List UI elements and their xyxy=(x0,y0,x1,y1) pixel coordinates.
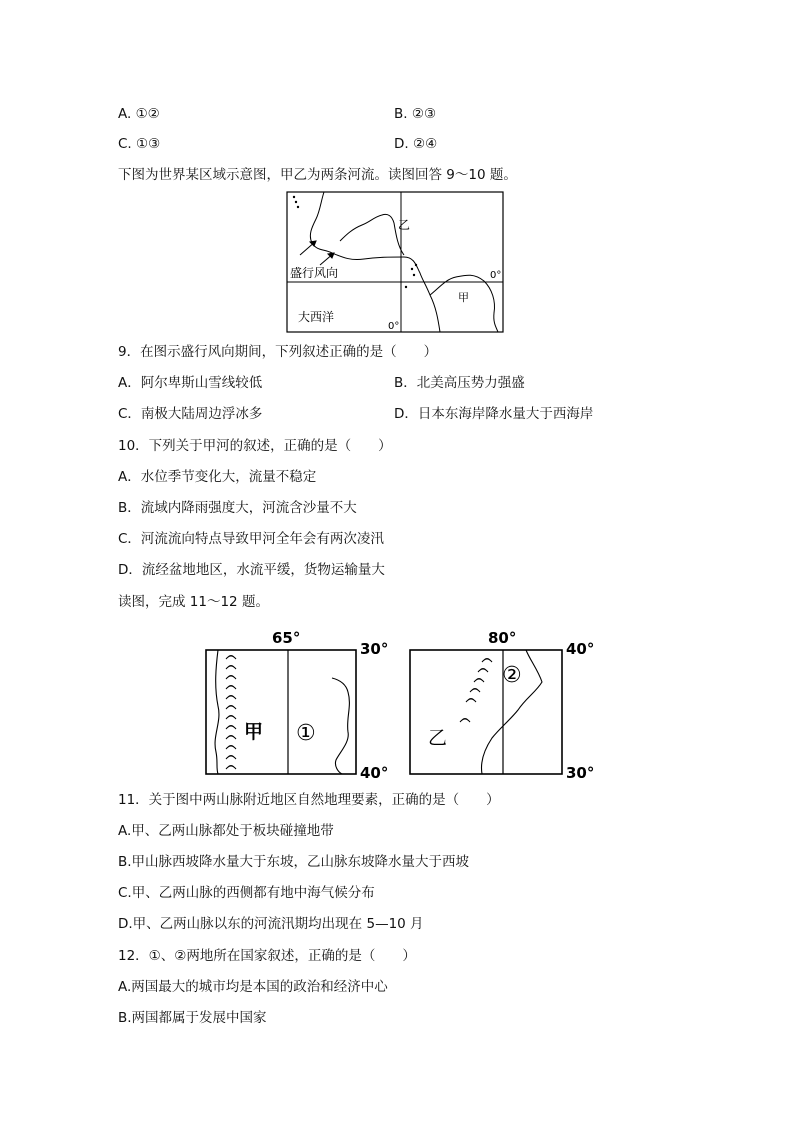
label-mountain-jia: 甲 xyxy=(244,721,264,743)
intro-11-12: 读图，完成 11～12 题。 xyxy=(118,594,269,610)
region-map-2-left xyxy=(196,626,406,782)
label-lon-65: 65° xyxy=(272,629,301,647)
q9-option-a: A．阿尔卑斯山雪线较低 xyxy=(118,375,263,391)
q11-stem: 11．关于图中两山脉附近地区自然地理要素，正确的是（ ） xyxy=(118,792,500,808)
q11-option-d: D.甲、乙两山脉以东的河流汛期均出现在 5—10 月 xyxy=(118,916,424,932)
prev-option-d: D. ②④ xyxy=(394,136,438,152)
label-ocean: 大西洋 xyxy=(298,310,335,324)
q12-option-b: B.两国都属于发展中国家 xyxy=(118,1010,267,1026)
q10-option-b: B．流域内降雨强度大，河流含沙量不大 xyxy=(118,500,357,516)
q10-option-d: D．流经盆地地区，水流平缓，货物运输量大 xyxy=(118,562,385,578)
label-lon-80: 80° xyxy=(488,629,517,647)
q11-option-c: C.甲、乙两山脉的西侧都有地中海气候分布 xyxy=(118,885,375,901)
q11-option-b: B.甲山脉西坡降水量大于东坡，乙山脉东坡降水量大于西坡 xyxy=(118,854,470,870)
label-lat-0: 0° xyxy=(490,270,502,281)
q9-option-b: B．北美高压势力强盛 xyxy=(394,375,525,391)
q9-option-d: D．日本东海岸降水量大于西海岸 xyxy=(394,406,594,422)
label-point-2: ② xyxy=(502,663,522,688)
region-map-1 xyxy=(286,191,504,333)
label-jia: 甲 xyxy=(458,291,469,304)
label-mountain-yi: 乙 xyxy=(428,727,448,749)
label-lon-0: 0° xyxy=(388,321,400,332)
q12-option-a: A.两国最大的城市均是本国的政治和经济中心 xyxy=(118,979,388,995)
label-lat-30-left: 30° xyxy=(360,640,389,658)
region-map-2-right xyxy=(402,626,612,782)
label-lat-30-right: 30° xyxy=(566,764,595,782)
label-lat-40-left: 40° xyxy=(360,764,389,782)
q10-option-a: A．水位季节变化大，流量不稳定 xyxy=(118,469,317,485)
label-wind: 盛行风向 xyxy=(290,266,339,280)
label-yi: 乙 xyxy=(398,218,411,232)
q9-option-c: C．南极大陆周边浮冰多 xyxy=(118,406,263,422)
label-point-1: ① xyxy=(296,721,316,746)
q10-stem: 10．下列关于甲河的叙述，正确的是（ ） xyxy=(118,438,392,454)
label-lat-40-right: 40° xyxy=(566,640,595,658)
q9-stem: 9．在图示盛行风向期间，下列叙述正确的是（ ） xyxy=(118,344,438,360)
q11-option-a: A.甲、乙两山脉都处于板块碰撞地带 xyxy=(118,823,334,839)
prev-option-a: A. ①② xyxy=(118,106,160,122)
prev-option-c: C. ①③ xyxy=(118,136,161,152)
prev-option-b: B. ②③ xyxy=(394,106,437,122)
q12-stem: 12．①、②两地所在国家叙述，正确的是（ ） xyxy=(118,948,416,964)
intro-9-10: 下图为世界某区域示意图，甲乙为两条河流。读图回答 9～10 题。 xyxy=(118,167,517,183)
q10-option-c: C．河流流向特点导致甲河全年会有两次凌汛 xyxy=(118,531,384,547)
